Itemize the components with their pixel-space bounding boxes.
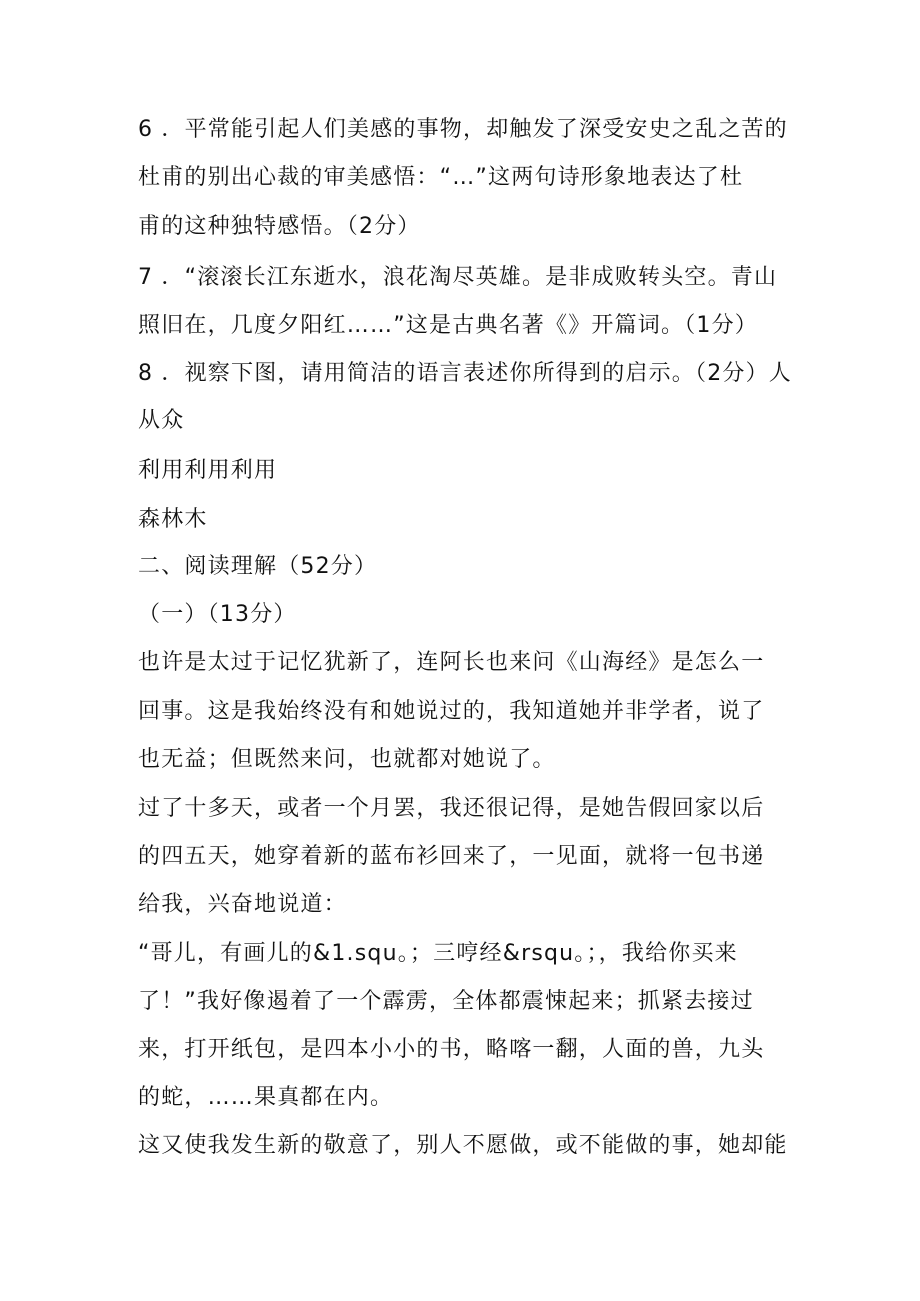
question-6-line-2: 杜甫的别出心裁的审美感悟：“…”这两句诗形象地表达了杜 bbox=[138, 165, 744, 190]
question-7-line-1: 7 ．“滚滚长江东逝水，浪花淘尽英雄。是非成败转头空。青山 bbox=[138, 265, 778, 290]
question-8-line-1: 8 ．视察下图，请用简洁的语言表述你所得到的启示。（2分）人 bbox=[138, 361, 792, 386]
question-8-figure-row-1: 从众 bbox=[138, 408, 185, 433]
question-6-line-3: 甫的这种独特感悟。（2分） bbox=[138, 214, 421, 239]
question-8-figure-row-3: 森林木 bbox=[138, 507, 208, 532]
passage-paragraph-3-line-1: “哥儿，有画儿的&1.squ。；三哼经&rsqu。；，我给你买来 bbox=[138, 941, 738, 966]
question-8-figure-row-2: 利用利用利用 bbox=[138, 458, 278, 483]
passage-paragraph-3-line-2: 了！”我好像遏着了一个霹雳，全体都震悚起来；抓紧去接过 bbox=[138, 989, 754, 1014]
passage-paragraph-2-line-1: 过了十多天，或者一个月罢，我还很记得，是她告假回家以后 bbox=[138, 796, 765, 821]
passage-paragraph-3-line-3: 来，打开纸包，是四本小小的书，略喀一翻，人面的兽，九头 bbox=[138, 1037, 765, 1062]
question-7-line-2: 照旧在，几度夕阳红……”这是古典名著《》开篇词。（1分） bbox=[138, 313, 758, 338]
passage-paragraph-1-line-3: 也无益；但既然来问，也就都对她说了。 bbox=[138, 747, 556, 772]
passage-paragraph-1-line-1: 也许是太过于记忆犹新了，连阿长也来问《山海经》是怎么一 bbox=[138, 650, 765, 675]
passage-paragraph-2-line-3: 给我，兴奋地说道： bbox=[138, 892, 347, 917]
question-6-line-1: 6 ．平常能引起人们美感的事物，却触发了深受安史之乱之苦的 bbox=[138, 117, 788, 142]
passage-paragraph-3-line-4: 的蛇，……果真都在内。 bbox=[138, 1085, 394, 1110]
passage-paragraph-4-line-1: 这又使我发生新的敬意了，别人不愿做，或不能做的事，她却能 bbox=[138, 1133, 788, 1158]
passage-paragraph-1-line-2: 回事。这是我始终没有和她说过的，我知道她并非学者，说了 bbox=[138, 699, 765, 724]
passage-paragraph-2-line-2: 的四五天，她穿着新的蓝布衫回来了，一见面，就将一包书递 bbox=[138, 844, 765, 869]
section-heading-reading: 二、阅读理解（52分） bbox=[138, 554, 378, 579]
subsection-heading-1: （一）（13分） bbox=[138, 602, 297, 627]
